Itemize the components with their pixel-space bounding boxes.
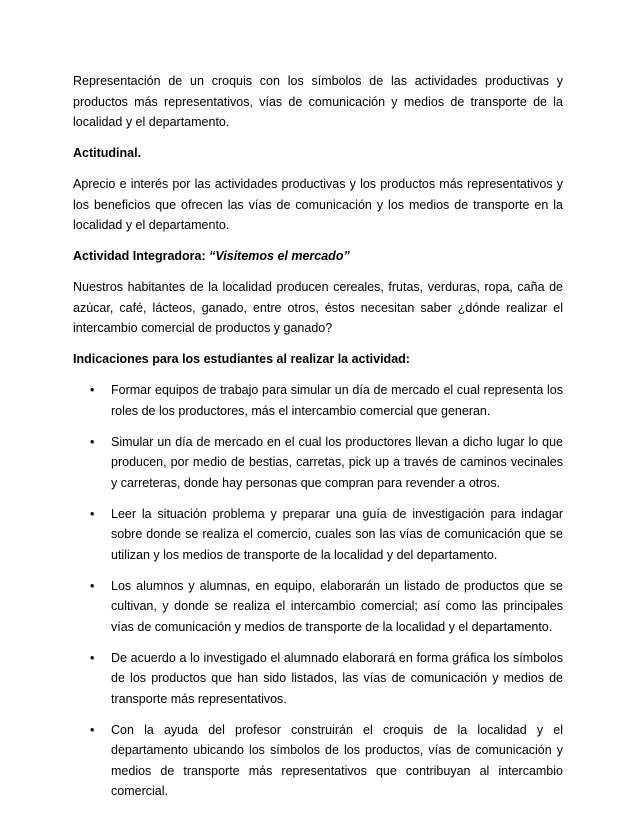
list-item <box>73 648 563 710</box>
list-item <box>73 504 563 566</box>
actitudinal-paragraph: Aprecio e interés por las actividades productivas y los productos más representativos y los beneficios que ofrecen las vías de comunicación y los medios de transporte en la localidad y el departamento. <box>73 177 563 232</box>
intro-paragraph: Representación de un croquis con los símbolos de las actividades productivas y productos más representativos, vías de comunicación y medios de transporte de la localidad y el departamento. <box>73 74 563 129</box>
bullet-icon: • <box>90 578 95 593</box>
actitudinal-heading: Actitudinal. <box>73 146 142 160</box>
bullet-icon: • <box>90 650 95 665</box>
indicaciones-list <box>73 380 563 802</box>
integradora-heading <box>73 246 563 267</box>
list-item-text: Los alumnos y alumnas, en equipo, elaborarán un listado de productos que se cultivan, y donde se realiza el intercambio comercial; así como las principales vías de comunicación y medios de transporte de la localidad y el departamento. <box>111 578 563 634</box>
integradora-paragraph: Nuestros habitantes de la localidad producen cereales, frutas, verduras, ropa, caña de azúcar, café, lácteos, ganado, entre otros, éstos necesitan saber ¿dónde realizar el intercambio comercial de productos y ganado? <box>73 280 563 335</box>
integradora-label: Actividad Integradora: <box>73 249 210 263</box>
list-item <box>73 720 563 802</box>
list-item <box>73 432 563 494</box>
list-item-text: Formar equipos de trabajo para simular un día de mercado el cual representa los roles de los productores, más el intercambio comercial que generan. <box>111 383 563 418</box>
bullet-icon: • <box>90 383 95 397</box>
list-item-text: Simular un día de mercado en el cual los productores llevan a dicho lugar lo que producen, por medio de bestias, carretas, pick up a través de caminos vecinales y carreteras, donde hay personas que compran para revender a otros. <box>111 434 563 490</box>
list-item-text: De acuerdo a lo investigado el alumnado elaborará en forma gráfica los símbolos de los productos que han sido listados, las vías de comunicación y medios de transporte más representativos. <box>111 650 563 706</box>
integradora-title: “Visitemos el mercado” <box>209 249 350 263</box>
bullet-icon: • <box>90 506 95 521</box>
list-item <box>73 380 563 421</box>
list-item <box>73 576 563 638</box>
indicaciones-heading: Indicaciones para los estudiantes al realizar la actividad: <box>73 352 410 366</box>
bullet-icon: • <box>90 434 95 449</box>
list-item-text: Leer la situación problema y preparar una guía de investigación para indagar sobre donde se realiza el comercio, cuales son las vías de comunicación que se utilizan y los medios de transporte de la localidad y del departamento. <box>111 506 563 562</box>
list-item-text: Con la ayuda del profesor construirán el croquis de la localidad y el departamento ubicando los símbolos de los productos, vías de comunicación y medios de transporte más representativos que contribuyan al intercambio comercial. <box>111 722 563 798</box>
bullet-icon: • <box>90 722 95 737</box>
